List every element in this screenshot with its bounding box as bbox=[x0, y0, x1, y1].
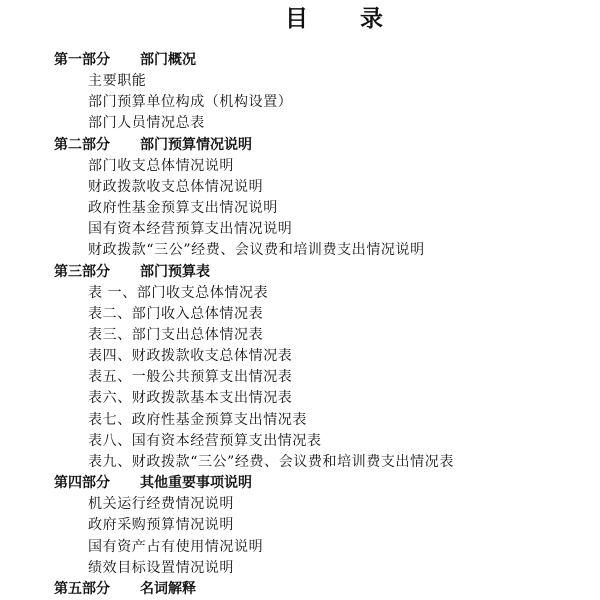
section-part-number: 第一部分 bbox=[54, 52, 110, 68]
toc-section-3 bbox=[54, 262, 594, 474]
section-name: 其他重要事项说明 bbox=[140, 475, 252, 492]
toc-entry[interactable]: 绩效目标设置情况说明 bbox=[88, 559, 234, 576]
section-part-number: 第二部分 bbox=[54, 136, 110, 153]
section-heading[interactable] bbox=[54, 579, 594, 600]
toc-entry[interactable]: 表 一、部门收支总体情况表 bbox=[88, 284, 269, 301]
toc-entry[interactable]: 部门预算单位构成（机构设置） bbox=[88, 94, 293, 111]
toc-entry[interactable]: 表九、财政拨款“三公”经费、会议费和培训费支出情况表 bbox=[88, 454, 454, 470]
toc-entry[interactable]: 政府性基金预算支出情况说明 bbox=[88, 199, 278, 216]
toc-entry[interactable]: 政府采购预算情况说明 bbox=[88, 517, 234, 534]
toc-entry[interactable]: 表六、财政拨款基本支出情况表 bbox=[88, 390, 293, 407]
section-heading[interactable] bbox=[54, 135, 594, 156]
toc-section-4 bbox=[54, 473, 594, 579]
toc-entry[interactable]: 表八、国有资本经营预算支出情况表 bbox=[88, 432, 322, 449]
section-heading[interactable] bbox=[54, 473, 594, 494]
toc-entry[interactable]: 财政拨款“三公”经费、会议费和培训费支出情况说明 bbox=[88, 242, 425, 259]
toc-title: 目 录 bbox=[284, 5, 405, 32]
section-part-number: 第三部分 bbox=[54, 263, 110, 280]
toc-entry[interactable]: 表四、财政拨款收支总体情况表 bbox=[88, 348, 293, 365]
toc-section-5 bbox=[54, 579, 594, 600]
section-part-number: 第四部分 bbox=[54, 475, 110, 492]
section-name: 部门预算表 bbox=[140, 263, 210, 280]
toc-section-2 bbox=[54, 135, 594, 262]
toc-entry[interactable]: 部门人员情况总表 bbox=[88, 115, 205, 132]
section-name: 部门概况 bbox=[140, 52, 196, 68]
toc-entry[interactable]: 财政拨款收支总体情况说明 bbox=[88, 178, 264, 195]
toc-entry[interactable]: 表三、部门支出总体情况表 bbox=[88, 326, 264, 343]
section-heading[interactable] bbox=[54, 262, 594, 283]
toc-entry[interactable]: 机关运行经费情况说明 bbox=[88, 496, 234, 513]
section-heading[interactable] bbox=[54, 50, 594, 71]
toc-entry[interactable]: 国有资产占有使用情况说明 bbox=[88, 538, 264, 555]
section-part-number: 第五部分 bbox=[54, 580, 110, 597]
section-name: 名词解释 bbox=[140, 580, 196, 597]
toc-entry[interactable]: 表五、一般公共预算支出情况表 bbox=[88, 369, 293, 386]
toc-entry[interactable]: 国有资本经营预算支出情况说明 bbox=[88, 221, 293, 238]
toc-section-1 bbox=[54, 50, 594, 135]
toc-entry[interactable]: 部门收支总体情况说明 bbox=[88, 157, 234, 174]
toc-list bbox=[54, 50, 594, 600]
toc-entry[interactable]: 主要职能 bbox=[88, 73, 147, 89]
section-name: 部门预算情况说明 bbox=[140, 136, 252, 153]
toc-entry[interactable]: 表七、政府性基金预算支出情况表 bbox=[88, 411, 307, 428]
toc-entry[interactable]: 表二、部门收入总体情况表 bbox=[88, 305, 264, 322]
